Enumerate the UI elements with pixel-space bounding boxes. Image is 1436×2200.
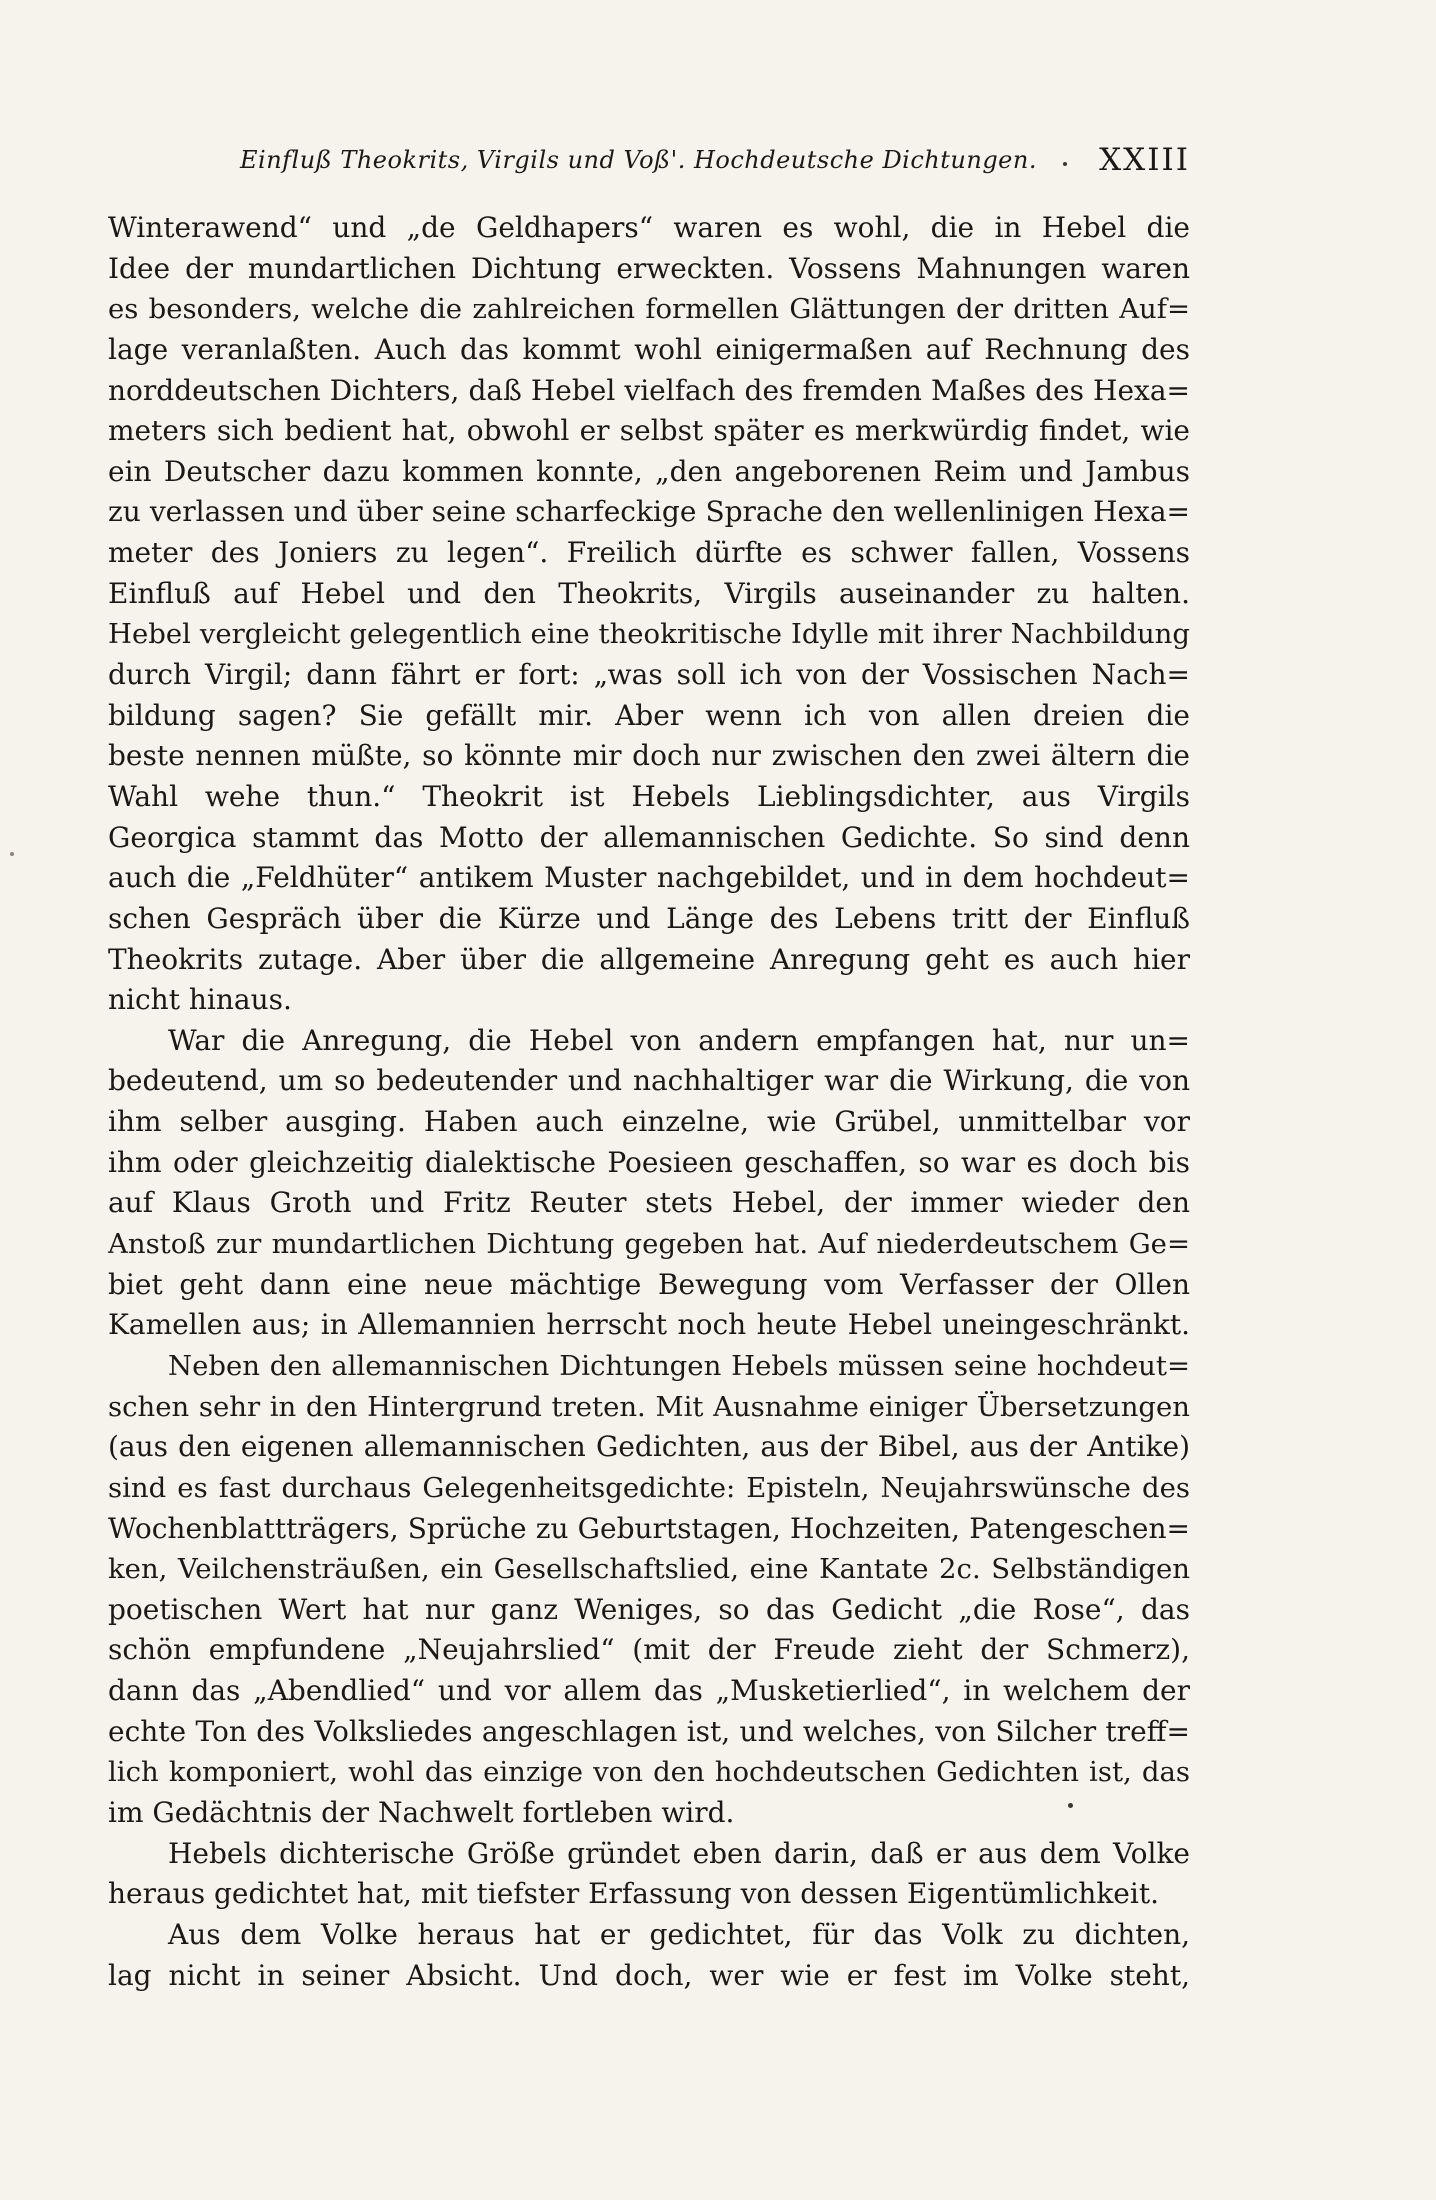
running-header-title: Einfluß Theokrits, Virgils und Voß'. Hochdeutsche Dichtungen. [240,146,1037,174]
text-line: lage veranlaßten. Auch das kommt wohl einigermaßen auf Rechnung des [108,332,1190,366]
text-line: im Gedächtnis der Nachwelt fortleben wird. [108,1795,735,1829]
text-line: (aus den eigenen allemannischen Gedichten, aus der Bibel, aus der Antike) [108,1430,1190,1464]
text-line: ken, Veilchensträußen, ein Gesellschaftslied, eine Kantate 2c. Selbständigen [108,1553,1190,1586]
ink-speck [10,852,14,856]
text-line: schön empfundene „Neujahrslied“ (mit der Freude zieht der Schmerz), [108,1633,1190,1667]
text-line: es besonders, welche die zahlreichen formellen Glättungen der dritten Auf= [108,293,1190,326]
text-line: echte Ton des Volksliedes angeschlagen ist, und welches, von Silcher treff= [108,1714,1190,1748]
text-line: dann das „Abendlied“ und vor allem das „Musketierlied“, in welchem der [108,1674,1190,1708]
text-line: War die Anregung, die Hebel von andern empfangen hat, nur un= [168,1023,1190,1057]
text-line: lich komponiert, wohl das einzige von den hochdeutschen Gedichten ist, das [108,1756,1190,1789]
ink-speck [1068,1803,1073,1808]
text-line: sind es fast durchaus Gelegenheitsgedichte: Episteln, Neujahrswünsche des [108,1471,1190,1504]
text-line: Hebel vergleicht gelegentlich eine theokritische Idylle mit ihrer Nachbildung [108,618,1190,651]
text-line: ein Deutscher dazu kommen konnte, „den angeborenen Reim und Jambus [108,454,1190,488]
text-line: ihm selber ausging. Haben auch einzelne, wie Grübel, unmittelbar vor [108,1105,1190,1139]
text-line: ihm oder gleichzeitig dialektische Poesieen geschaffen, so war es doch bis [108,1145,1190,1179]
text-line: Einfluß auf Hebel und den Theokrits, Virgils auseinander zu halten. [108,576,1190,610]
ink-speck [1063,162,1067,166]
text-line: auch die „Feldhüter“ antikem Muster nachgebildet, und in dem hochdeut= [108,861,1190,895]
text-line: meter des Joniers zu legen“. Freilich dürfte es schwer fallen, Vossens [108,536,1190,570]
text-line: Hebels dichterische Größe gründet eben darin, daß er aus dem Volke [168,1836,1190,1870]
text-line: Georgica stammt das Motto der allemannischen Gedichte. So sind denn [108,820,1190,854]
text-line: Winterawend“ und „de Geldhapers“ waren es wohl, die in Hebel die [108,211,1190,244]
text-line: biet geht dann eine neue mächtige Bewegung vom Verfasser der Ollen [108,1267,1190,1301]
text-line: schen Gespräch über die Kürze und Länge des Lebens tritt der Einfluß [108,901,1190,935]
body-text [108,208,1190,1996]
text-line: Wochenblattträgers, Sprüche zu Geburtstagen, Hochzeiten, Patengeschen= [108,1511,1190,1545]
text-line: bildung sagen? Sie gefällt mir. Aber wenn ich von allen dreien die [108,698,1190,732]
running-header [240,142,1190,186]
text-line: durch Virgil; dann fährt er fort: „was soll ich von der Vossischen Nach= [108,658,1190,692]
text-line: auf Klaus Groth und Fritz Reuter stets Hebel, der immer wieder den [108,1186,1190,1220]
text-line: meters sich bedient hat, obwohl er selbst später es merkwürdig findet, wie [108,414,1190,448]
text-line: bedeutend, um so bedeutender und nachhaltiger war die Wirkung, die von [108,1064,1190,1098]
text-line: beste nennen müßte, so könnte mir doch nur zwischen den zwei ältern die [108,739,1190,773]
text-line: nicht hinaus. [108,983,292,1017]
text-line: heraus gedichtet hat, mit tiefster Erfassung von dessen Eigentümlichkeit. [108,1877,1159,1911]
text-line: poetischen Wert hat nur ganz Weniges, so das Gedicht „die Rose“, das [108,1592,1190,1626]
text-line: Neben den allemannischen Dichtungen Hebels müssen seine hochdeut= [168,1349,1190,1382]
text-line: Theokrits zutage. Aber über die allgemeine Anregung geht es auch hier [108,942,1190,976]
page-number: XXIII [1099,142,1190,178]
text-line: zu verlassen und über seine scharfeckige Sprache den wellenlinigen Hexa= [108,495,1190,529]
text-line: Kamellen aus; in Allemannien herrscht noch heute Hebel uneingeschränkt. [108,1308,1190,1342]
text-line: schen sehr in den Hintergrund treten. Mit Ausnahme einiger Übersetzungen [108,1390,1190,1423]
text-line: Wahl wehe thun.“ Theokrit ist Hebels Lieblingsdichter, aus Virgils [108,779,1190,813]
text-line: lag nicht in seiner Absicht. Und doch, wer wie er fest im Volke steht, [108,1958,1190,1992]
text-line: Idee der mundartlichen Dichtung erweckten. Vossens Mahnungen waren [108,251,1190,285]
text-line: norddeutschen Dichters, daß Hebel vielfach des fremden Maßes des Hexa= [108,373,1190,407]
text-line: Anstoß zur mundartlichen Dichtung gegeben hat. Auf niederdeutschem Ge= [108,1228,1190,1261]
text-line: Aus dem Volke heraus hat er gedichtet, für das Volk zu dichten, [168,1917,1190,1951]
